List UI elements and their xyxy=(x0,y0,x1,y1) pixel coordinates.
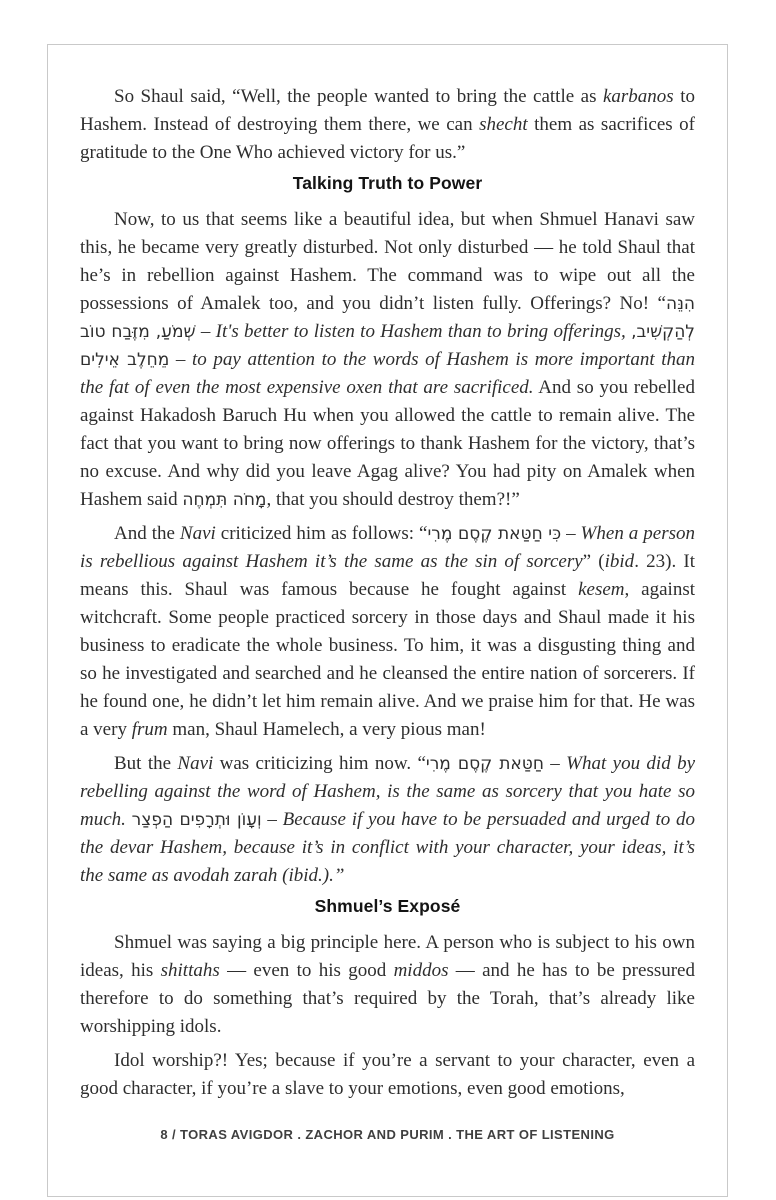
italic-text-segment: – It's better to listen to Hashem than to bring offerings, xyxy=(195,321,632,342)
text-segment: them as sacrifices of gratitude to the One Who achieved victory for us.” xyxy=(80,114,695,163)
italic-text-segment: shittahs xyxy=(160,960,220,981)
hebrew-text: וְעָוֹן וּתְרָפִים הַפְצַר xyxy=(131,810,262,830)
paragraph xyxy=(80,929,695,1041)
italic-text-segment: – What you did by rebelling against the word of Hashem, is the same as sorcery that you hate so much. xyxy=(80,753,696,830)
text-segment: — and he has to be pressured therefore to do something that’s required by the Torah, that’s already like worshipping idols. xyxy=(80,960,695,1037)
italic-text-segment: Navi xyxy=(179,523,216,544)
text-flow xyxy=(80,83,695,1103)
italic-text-segment: shecht xyxy=(479,114,528,135)
paragraph xyxy=(80,1047,695,1103)
paragraph xyxy=(80,206,695,514)
italic-text-segment: ibid xyxy=(604,551,635,572)
page-footer: 8 / TORAS AVIGDOR . ZACHOR AND PURIM . THE ART OF LISTENING xyxy=(160,1127,615,1142)
text-segment: criticized him as follows: “ xyxy=(215,523,428,544)
text-segment: Idol worship?! Yes; because if you’re a servant to your character, even a good character, if you’re a slave to your emotions, even good emotions, xyxy=(80,1050,695,1099)
text-segment: Shmuel was saying a big principle here. A person who is subject to his own ideas, his xyxy=(80,932,695,981)
text-segment: . 23). It means this. Shaul was famous because he fought against xyxy=(80,551,695,600)
paragraph xyxy=(80,520,695,744)
hebrew-text: הִנֵּה שְׁמֹעַ, מִזֶּבַח טוֹב xyxy=(80,294,695,342)
italic-text-segment: Navi xyxy=(177,753,214,774)
text-segment: — even to his good xyxy=(219,960,394,981)
text-segment: And the xyxy=(114,523,180,544)
italic-text-segment: frum xyxy=(131,719,168,740)
italic-text-segment: – Because if you have to be persuaded and urged to do the devar Hashem, because it’s in conflict with your character, your ideas, it’s the same as avodah zarah (ibid.).” xyxy=(80,809,696,886)
page-border xyxy=(47,44,728,1197)
text-segment: to Hashem. Instead of destroying them there, we can xyxy=(80,86,695,135)
paragraph xyxy=(80,83,695,167)
italic-text-segment: karbanos xyxy=(602,86,674,107)
text-segment: , that you should destroy them?!” xyxy=(266,489,520,510)
text-segment: was criticizing him now. “ xyxy=(213,753,426,774)
paragraph xyxy=(80,750,695,890)
text-segment: But the xyxy=(114,753,178,774)
italic-text-segment: – When a person is rebellious against Hashem it’s the same as the sin of sorcery xyxy=(80,523,695,572)
text-segment: And so you rebelled against Hakadosh Baruch Hu when you allowed the cattle to remain alive. The fact that you want to bring now offerings to thank Hashem for the victory, that’s no excuse. And why did you leave Agag alive? You had pity on Amalek when Hashem said xyxy=(80,377,695,510)
italic-text-segment: kesem xyxy=(578,579,625,600)
hebrew-text: מָחֹה תִּמְחֶה xyxy=(182,490,267,510)
text-segment: ” ( xyxy=(582,551,605,572)
italic-text-segment: – to pay attention to the words of Hashem is more important than the fat of even the most expensive oxen that are sacrificed. xyxy=(80,349,695,398)
hebrew-text: לְהַקְשִׁיב, מֵחֵלֶב אֵילִים xyxy=(80,322,695,370)
text-segment: man, Shaul Hamelech, a very pious man! xyxy=(167,719,486,740)
hebrew-text: כִּי חַטַּאת קֶסֶם מֶרִי xyxy=(427,524,562,544)
italic-text-segment: middos xyxy=(393,960,449,981)
section-heading: Talking Truth to Power xyxy=(292,173,483,193)
text-segment: , against witchcraft. Some people practiced sorcery in those days and Shaul made it his business to eradicate the whole business. To him, it was a disgusting thing and so he investigated and searched and he cleansed the entire nation of sorcerers. If he found one, he didn’t let him remain alive. And we praise him for that. He was a very xyxy=(80,579,696,740)
section-heading: Shmuel’s Exposé xyxy=(314,896,461,916)
hebrew-text: חַטַּאת קֶסֶם מֶרִי xyxy=(425,754,544,774)
text-segment: Now, to us that seems like a beautiful idea, but when Shmuel Hanavi saw this, he became very greatly disturbed. Not only disturbed — he told Shaul that he’s in rebellion against Hashem. The command was to wipe out all the possessions of Amalek too, and you didn’t listen fully. Offerings? No! “ xyxy=(80,209,695,314)
text-segment: So Shaul said, “Well, the people wanted to bring the cattle as xyxy=(114,86,603,107)
